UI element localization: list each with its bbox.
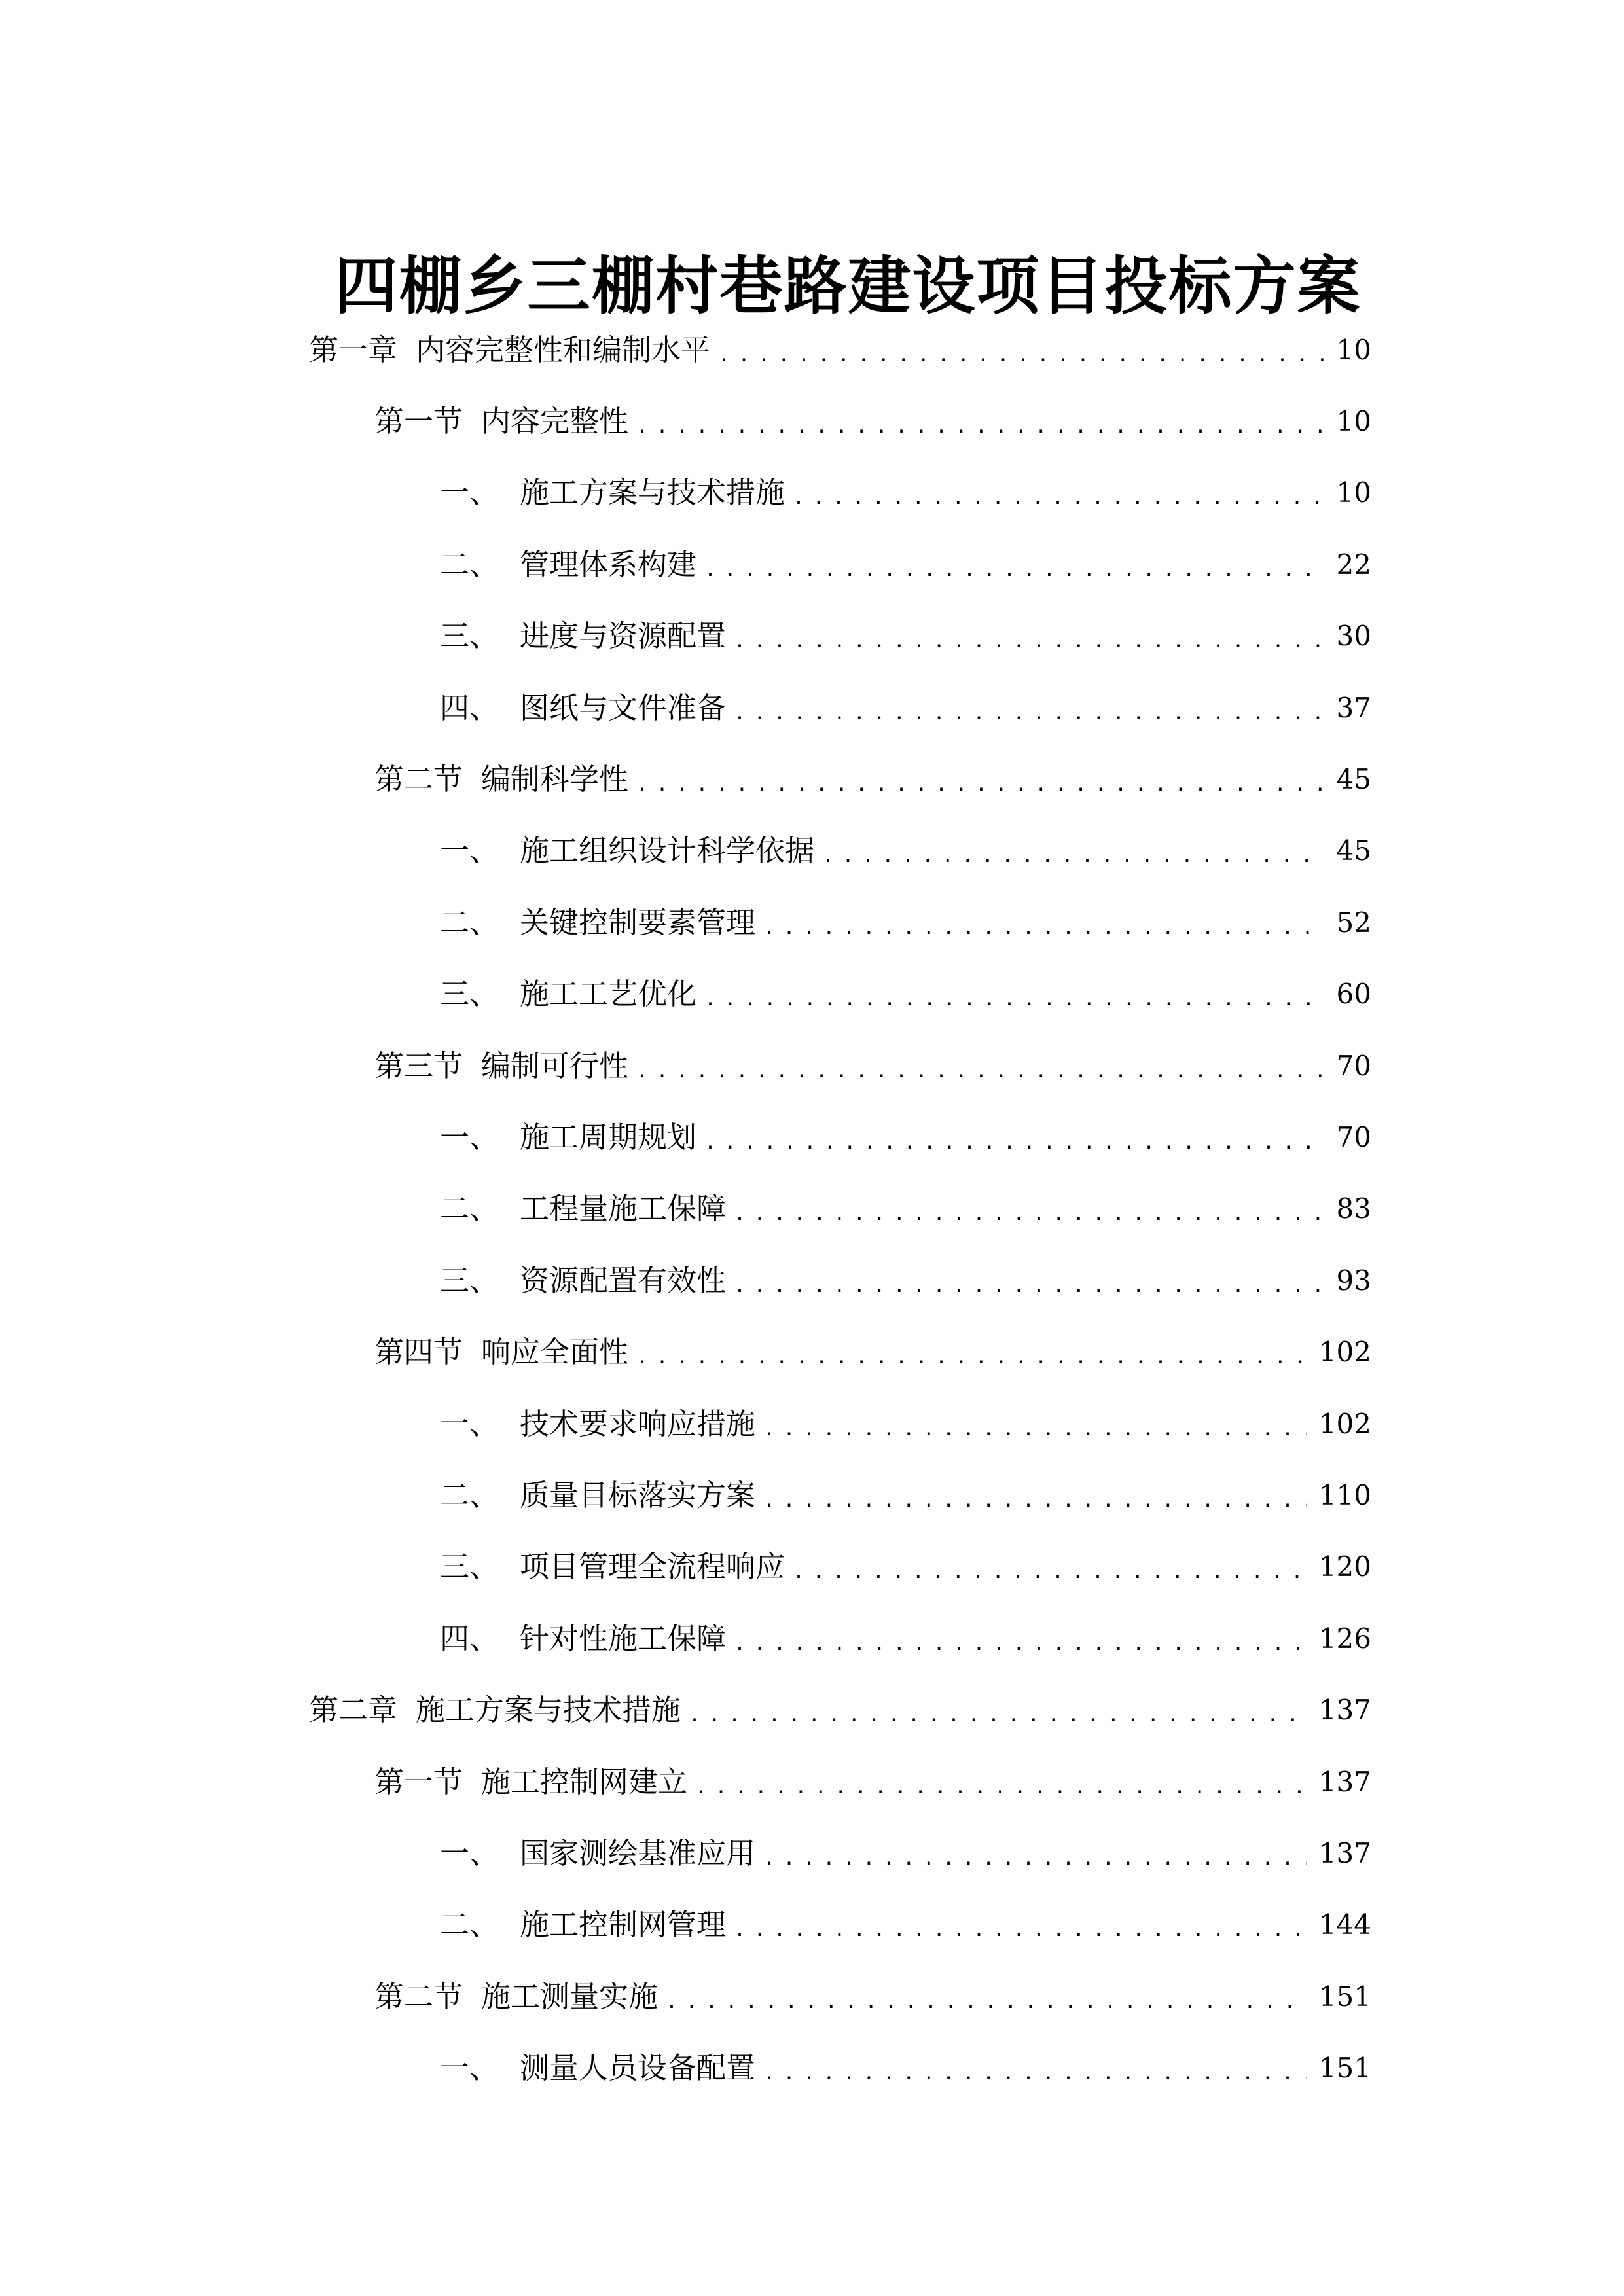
toc-subsection-entry[interactable] xyxy=(0,529,1624,600)
toc-entry-number: 第一节 xyxy=(374,1764,463,1799)
toc-dot-leader xyxy=(734,1266,1325,1306)
toc-subsection-entry[interactable] xyxy=(0,457,1624,529)
toc-subsection-entry[interactable] xyxy=(0,1174,1624,1245)
toc-page-number: 102 xyxy=(1318,1407,1371,1440)
toc-subsection-entry[interactable] xyxy=(0,601,1624,672)
toc-page-number: 137 xyxy=(1318,1694,1371,1727)
toc-dot-leader xyxy=(793,478,1325,518)
toc-entry-text: 响应全面性 xyxy=(481,1335,629,1370)
toc-subsection-entry[interactable] xyxy=(0,816,1624,887)
toc-page-number: 110 xyxy=(1318,1479,1371,1511)
toc-entry-text: 内容完整性 xyxy=(481,404,629,439)
toc-chapter-entry[interactable] xyxy=(0,314,1624,386)
toc-entry-text: 技术要求响应措施 xyxy=(520,1406,756,1441)
toc-entry-text: 国家测绘基准应用 xyxy=(520,1835,756,1871)
toc-entry-number: 二、 xyxy=(440,1477,499,1513)
toc-page-number: 37 xyxy=(1336,691,1371,724)
toc-entry-number: 三、 xyxy=(440,1263,499,1298)
toc-dot-leader xyxy=(734,694,1325,733)
toc-page-number: 22 xyxy=(1336,548,1371,581)
toc-entry-text: 测量人员设备配置 xyxy=(520,2051,756,2086)
toc-entry-number: 第三节 xyxy=(374,1048,463,1083)
toc-page-number: 126 xyxy=(1318,1622,1371,1655)
toc-entry-text: 施工控制网建立 xyxy=(481,1764,688,1799)
toc-page-number: 137 xyxy=(1318,1765,1371,1798)
toc-page-number: 45 xyxy=(1336,763,1371,796)
toc-entry-number: 二、 xyxy=(440,1191,499,1227)
toc-entry-number: 四、 xyxy=(440,1621,499,1656)
toc-page-number: 102 xyxy=(1318,1336,1371,1369)
toc-dot-leader xyxy=(763,1481,1307,1520)
toc-subsection-entry[interactable] xyxy=(0,1603,1624,1674)
toc-page-number: 10 xyxy=(1336,476,1371,509)
toc-chapter-entry[interactable] xyxy=(0,1674,1624,1746)
toc-entry-title xyxy=(374,1763,687,1802)
toc-entry-title xyxy=(440,545,696,584)
toc-entry-title xyxy=(440,903,755,942)
toc-entry-text: 进度与资源配置 xyxy=(520,619,727,654)
toc-entry-number: 二、 xyxy=(440,905,499,940)
toc-page-number: 120 xyxy=(1318,1551,1371,1583)
toc-entry-text: 施工方案与技术措施 xyxy=(416,1693,681,1728)
toc-entry-number: 一、 xyxy=(440,2051,499,2086)
toc-entry-number: 第四节 xyxy=(374,1335,463,1370)
toc-page-number: 93 xyxy=(1336,1264,1371,1297)
toc-entry-text: 图纸与文件准备 xyxy=(520,690,727,725)
toc-section-entry[interactable] xyxy=(0,386,1624,457)
toc-entry-title xyxy=(440,1547,785,1587)
toc-dot-leader xyxy=(704,1123,1325,1162)
toc-entry-text: 管理体系构建 xyxy=(520,547,697,582)
toc-dot-leader xyxy=(704,550,1325,590)
toc-section-entry[interactable] xyxy=(0,1030,1624,1102)
toc-entry-title xyxy=(440,2049,755,2088)
toc-page-number: 151 xyxy=(1318,2052,1371,2085)
toc-entry-text: 施工组织设计科学依据 xyxy=(520,833,815,869)
toc-entry-title xyxy=(374,760,628,799)
toc-entry-number: 第二章 xyxy=(309,1693,398,1728)
toc-dot-leader xyxy=(636,1338,1307,1377)
toc-entry-title xyxy=(309,1691,681,1730)
toc-page-number: 137 xyxy=(1318,1837,1371,1869)
toc-dot-leader xyxy=(734,622,1325,661)
toc-entry-number: 第一章 xyxy=(309,332,398,367)
toc-entry-text: 针对性施工保障 xyxy=(520,1621,727,1656)
toc-dot-leader xyxy=(636,407,1325,446)
table-of-contents xyxy=(0,314,1624,2104)
toc-dot-leader xyxy=(666,1982,1307,2022)
toc-entry-title xyxy=(440,617,726,656)
toc-entry-title xyxy=(309,331,710,370)
toc-entry-number: 一、 xyxy=(440,1835,499,1871)
toc-dot-leader xyxy=(636,1052,1325,1091)
toc-entry-text: 施工测量实施 xyxy=(481,1979,659,2014)
toc-dot-leader xyxy=(763,908,1325,948)
toc-entry-title xyxy=(440,1619,726,1659)
toc-entry-title xyxy=(440,1905,726,1945)
toc-entry-title xyxy=(440,1118,696,1157)
toc-entry-text: 编制可行性 xyxy=(481,1048,629,1083)
toc-page-number: 70 xyxy=(1336,1121,1371,1153)
toc-subsection-entry[interactable] xyxy=(0,1890,1624,1961)
toc-dot-leader xyxy=(763,1839,1307,1878)
toc-entry-title xyxy=(440,831,814,870)
toc-entry-number: 一、 xyxy=(440,475,499,511)
toc-page-number: 10 xyxy=(1336,405,1371,438)
toc-subsection-entry[interactable] xyxy=(0,1818,1624,1889)
toc-entry-title xyxy=(440,1834,755,1873)
toc-entry-number: 一、 xyxy=(440,1119,499,1155)
toc-entry-title xyxy=(440,1261,726,1300)
toc-subsection-entry[interactable] xyxy=(0,1102,1624,1173)
toc-entry-text: 内容完整性和编制水平 xyxy=(416,332,711,367)
toc-entry-title xyxy=(374,1977,658,2017)
toc-dot-leader xyxy=(763,2054,1307,2093)
toc-entry-text: 工程量施工保障 xyxy=(520,1191,727,1227)
toc-entry-text: 资源配置有效性 xyxy=(520,1263,727,1298)
toc-entry-text: 施工控制网管理 xyxy=(520,1907,727,1943)
toc-dot-leader xyxy=(734,1910,1307,1950)
toc-page-number: 83 xyxy=(1336,1193,1371,1225)
toc-entry-number: 二、 xyxy=(440,547,499,582)
toc-section-entry[interactable] xyxy=(0,1961,1624,2032)
toc-entry-number: 一、 xyxy=(440,1406,499,1441)
toc-page-number: 30 xyxy=(1336,620,1371,653)
toc-dot-leader xyxy=(763,1410,1307,1449)
toc-dot-leader xyxy=(734,1624,1307,1664)
toc-entry-number: 三、 xyxy=(440,619,499,654)
toc-dot-leader xyxy=(718,336,1325,375)
toc-dot-leader xyxy=(689,1696,1307,1735)
toc-entry-title xyxy=(440,1476,755,1515)
toc-entry-title xyxy=(440,1405,755,1444)
toc-page-number: 52 xyxy=(1336,906,1371,939)
toc-subsection-entry[interactable] xyxy=(0,1245,1624,1316)
toc-subsection-entry[interactable] xyxy=(0,959,1624,1030)
toc-page-number: 45 xyxy=(1336,834,1371,867)
toc-dot-leader xyxy=(734,1194,1325,1234)
toc-entry-text: 项目管理全流程响应 xyxy=(520,1549,785,1585)
toc-dot-leader xyxy=(636,765,1325,804)
toc-entry-text: 质量目标落实方案 xyxy=(520,1477,756,1513)
toc-entry-number: 一、 xyxy=(440,833,499,869)
toc-section-entry[interactable] xyxy=(0,1746,1624,1818)
toc-entry-text: 施工周期规划 xyxy=(520,1119,697,1155)
toc-entry-number: 三、 xyxy=(440,977,499,1012)
toc-page-number: 151 xyxy=(1318,1980,1371,2013)
toc-entry-text: 施工工艺优化 xyxy=(520,977,697,1012)
toc-subsection-entry[interactable] xyxy=(0,1460,1624,1531)
toc-subsection-entry[interactable] xyxy=(0,2032,1624,2104)
toc-entry-title xyxy=(374,1333,628,1372)
toc-entry-number: 二、 xyxy=(440,1907,499,1943)
toc-section-entry[interactable] xyxy=(0,744,1624,815)
toc-entry-number: 第一节 xyxy=(374,404,463,439)
toc-entry-title xyxy=(374,1047,628,1086)
toc-entry-text: 关键控制要素管理 xyxy=(520,905,756,940)
toc-dot-leader xyxy=(822,836,1325,876)
toc-entry-number: 四、 xyxy=(440,690,499,725)
toc-section-entry[interactable] xyxy=(0,1316,1624,1388)
toc-entry-number: 第二节 xyxy=(374,762,463,797)
toc-entry-text: 施工方案与技术措施 xyxy=(520,475,785,511)
toc-entry-text: 编制科学性 xyxy=(481,762,629,797)
toc-subsection-entry[interactable] xyxy=(0,1388,1624,1460)
page-title: 四棚乡三棚村巷路建设项目投标方案 xyxy=(334,249,1362,323)
toc-dot-leader xyxy=(793,1552,1307,1592)
toc-subsection-entry[interactable] xyxy=(0,1532,1624,1603)
toc-entry-number: 三、 xyxy=(440,1549,499,1585)
toc-page-number: 144 xyxy=(1318,1909,1371,1941)
toc-entry-title xyxy=(440,689,726,728)
toc-dot-leader xyxy=(695,1768,1307,1807)
toc-subsection-entry[interactable] xyxy=(0,672,1624,744)
toc-page-number: 70 xyxy=(1336,1049,1371,1082)
toc-entry-title xyxy=(374,402,628,441)
toc-subsection-entry[interactable] xyxy=(0,887,1624,958)
toc-entry-title xyxy=(440,473,785,512)
toc-page-number: 10 xyxy=(1336,333,1371,366)
toc-dot-leader xyxy=(704,980,1325,1019)
toc-page-number: 60 xyxy=(1336,978,1371,1011)
toc-entry-title xyxy=(440,975,696,1014)
toc-entry-title xyxy=(440,1189,726,1229)
toc-entry-number: 第二节 xyxy=(374,1979,463,2014)
